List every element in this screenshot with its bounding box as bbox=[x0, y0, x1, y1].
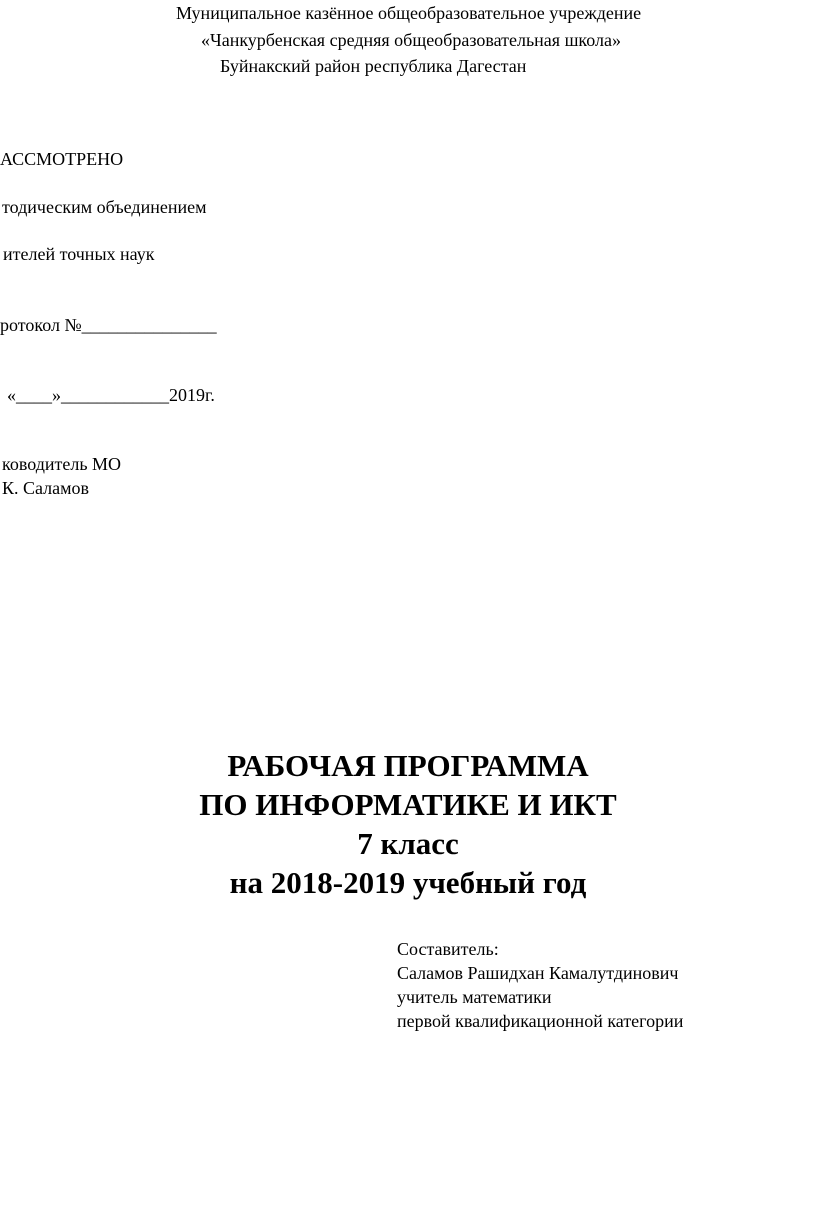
title-line-3: 7 класс bbox=[357, 826, 459, 861]
school-name-line: «Чанкурбенская средняя общеобразовательная школа» bbox=[201, 30, 621, 50]
considered-label: АССМОТРЕНО bbox=[0, 149, 124, 169]
title-line-1: РАБОЧАЯ ПРОГРАММА bbox=[227, 748, 589, 783]
title-line-4: на 2018-2019 учебный год bbox=[229, 865, 587, 900]
date-line: «____»____________2019г. bbox=[7, 385, 215, 405]
compiler-position: учитель математики bbox=[397, 987, 552, 1007]
school-region-line: Буйнакский район республика Дагестан bbox=[220, 56, 527, 76]
compiler-label: Составитель: bbox=[397, 939, 499, 959]
compiler-category: первой квалификационной категории bbox=[397, 1011, 684, 1031]
committee-line: тодическим объединением bbox=[2, 197, 207, 217]
teachers-line: ителей точных наук bbox=[3, 244, 155, 264]
compiler-name: Саламов Рашидхан Камалутдинович bbox=[397, 963, 679, 983]
protocol-line: ротокол №_______________ bbox=[0, 315, 217, 335]
school-type-line: Муниципальное казённое общеобразовательное учреждение bbox=[176, 3, 642, 23]
title-line-2: ПО ИНФОРМАТИКЕ И ИКТ bbox=[199, 787, 617, 822]
head-title-line: ководитель МО bbox=[2, 454, 122, 474]
head-name-line: К. Саламов bbox=[2, 478, 90, 498]
